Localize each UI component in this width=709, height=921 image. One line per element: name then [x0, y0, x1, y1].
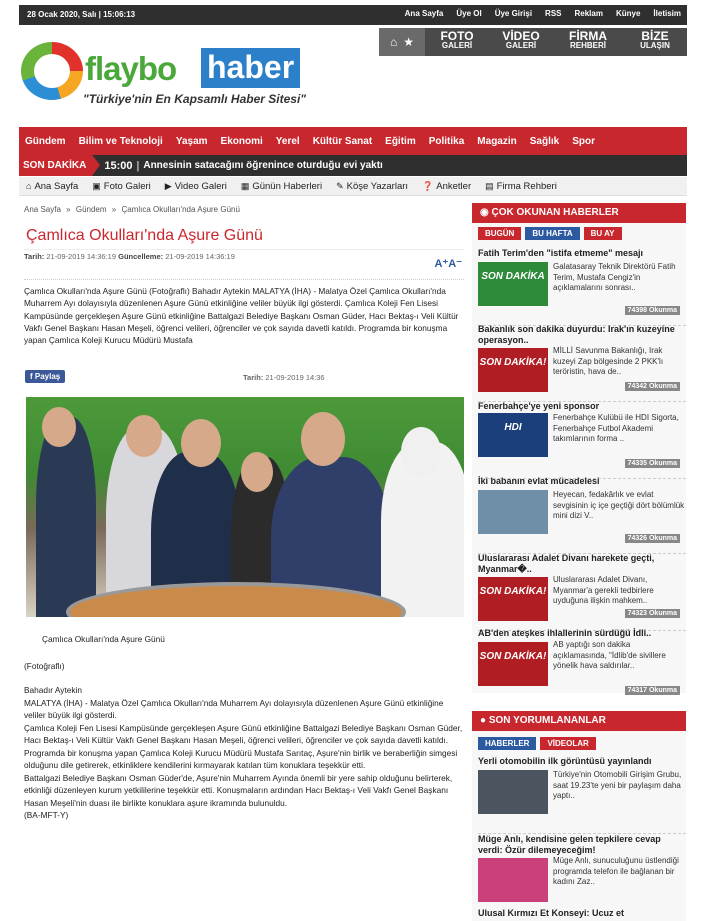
tab-news[interactable]: HABERLER [478, 737, 536, 750]
top-link-login[interactable]: Üye Girişi [494, 9, 533, 18]
photo-caption: Çamlıca Okulları'nda Aşure Günü [42, 634, 165, 644]
article-photo [26, 397, 464, 617]
body-paragraph: Programda bir konuşma yapan Çamlıca Koleji Kurucu Müdürü Mustafa Sarıtaç, Aşure'nin birlik ve beraberliğin simgesi olduğunu dile getirerek, etkinliklere kendilerini kırmayarak katılan tüm konuklara teşekkür etti. [24, 747, 458, 770]
subnav-polls-label: Anketler [436, 180, 472, 192]
breadcrumb-category[interactable]: Gündem [75, 205, 107, 214]
quick-nav [379, 28, 687, 56]
most-read-desc: MİLLİ Savunma Bakanlığı, Irak kuzeyi Zap bölgesinde 2 PKK'lı teröristin, hava de.. [553, 346, 664, 376]
home-icon[interactable]: ⌂ [389, 35, 398, 49]
body-paragraph: Bahadır Aytekin [24, 685, 82, 695]
breadcrumb [24, 205, 464, 214]
meta-update-label: Güncelleme: [118, 252, 164, 261]
quick-video-big: VİDEO [502, 29, 540, 43]
site-logo[interactable] [21, 40, 321, 120]
home-icon: ⌂ [26, 181, 32, 191]
comment-item-title: Müge Anlı, kendisine gelen tepkilere cevap verdi: Özür dilemeyeceğim! [478, 834, 661, 855]
share-label: Paylaş [34, 372, 61, 381]
quick-contact[interactable] [623, 28, 687, 56]
most-read-desc: Fenerbahçe Kulübü ile HDI Sigorta, Fenerbahçe Futbol Akademi takımlarının forma .. [553, 413, 679, 443]
most-read-thumb: SON DAKİKA [478, 262, 548, 306]
comments-header [472, 711, 686, 731]
nav-item-culture[interactable]: Kültür Sanat [312, 135, 373, 147]
comments-title: SON YORUMLANANLAR [488, 715, 606, 726]
post-date-label: Tarih: [243, 373, 264, 382]
tab-this-week[interactable]: BU HAFTA [525, 227, 579, 240]
star-icon[interactable]: ★ [403, 35, 414, 49]
most-read-title: Uluslararası Adalet Divanı harekete geçti, Myanmar�.. [478, 553, 655, 574]
tab-this-month[interactable]: BU AY [584, 227, 622, 240]
comment-item[interactable] [478, 908, 686, 921]
most-read-desc: Uluslararası Adalet Divanı, Myanmar'a gerekli tedbirlere uyduğuna ilişkin mahkem.. [553, 575, 654, 605]
most-read-tabs [478, 227, 622, 240]
nav-item-sport[interactable]: Spor [572, 135, 595, 147]
article-title: Çamlıca Okulları'nda Aşure Günü [26, 227, 263, 244]
most-read-thumb [478, 490, 548, 534]
breadcrumb-home[interactable]: Ana Sayfa [24, 205, 61, 214]
article-body [24, 633, 464, 822]
comment-item-thumb [478, 770, 548, 814]
nav-item-local[interactable]: Yerel [275, 135, 300, 147]
comment-item-desc: Türkiye'nin Otomobili Girişim Grubu, saat 19.23'te yeni bir paylaşım daha yaptı.. [553, 770, 682, 800]
subnav-company-label: Firma Rehberi [496, 180, 557, 192]
quick-video-small: GALERİ [505, 41, 537, 50]
nav-item-education[interactable]: Eğitim [385, 135, 416, 147]
tab-videos[interactable]: VİDEOLAR [540, 737, 595, 750]
subnav-daily-label: Günün Haberleri [252, 180, 323, 192]
photo-icon: ▣ [92, 180, 101, 191]
top-link-imprint[interactable]: Künye [615, 9, 641, 18]
quick-photo-gallery[interactable] [425, 28, 489, 56]
most-read-item[interactable] [478, 401, 686, 479]
comment-item-thumb [478, 858, 548, 902]
most-read-item[interactable] [478, 628, 686, 706]
breaking-label: SON DAKİKA [19, 155, 92, 176]
most-read-thumb: SON DAKİKA! [478, 642, 548, 686]
read-count: 74335 Okunma [625, 459, 680, 468]
building-icon: ▤ [485, 180, 494, 191]
subnav-daily-news[interactable] [241, 181, 322, 192]
breaking-separator: | [136, 159, 140, 172]
current-date: 28 Ocak 2020, Salı | 15:06:13 [27, 10, 136, 19]
post-date-value: 21-09-2019 14:36 [265, 373, 325, 382]
logo-globe-icon [21, 42, 83, 100]
meta-update: 21-09-2019 14:36:19 [165, 252, 235, 261]
most-read-item[interactable] [478, 553, 686, 631]
main-nav [19, 127, 687, 155]
font-size-controls[interactable]: A⁺A⁻ [434, 258, 462, 270]
nav-item-health[interactable]: Sağlık [529, 135, 560, 147]
most-read-item[interactable] [478, 476, 686, 554]
subnav-photo-gallery[interactable] [92, 181, 151, 192]
post-date [243, 373, 325, 382]
quick-company-guide[interactable] [553, 28, 623, 56]
body-paragraph: (Fotoğraflı) [24, 660, 65, 671]
article [24, 205, 464, 820]
most-read-thumb: SON DAKİKA! [478, 348, 548, 392]
nav-item-science[interactable]: Bilim ve Teknoloji [78, 135, 163, 147]
read-count: 74342 Okunma [625, 382, 680, 391]
quick-company-small: REHBERİ [569, 41, 606, 50]
quick-contact-big: BİZE [641, 29, 669, 43]
nav-item-magazine[interactable]: Magazin [477, 135, 517, 147]
comment-item[interactable] [478, 834, 686, 912]
read-count: 74326 Okunma [625, 534, 680, 543]
most-read-desc: Heyecan, fedakârlık ve evlat sevgisinin iç içe geçtiği dört bölümlük mini dizi V.. [553, 490, 685, 520]
quick-photo-small: GALERİ [441, 41, 473, 50]
comment-icon: ● [480, 715, 489, 726]
subnav-columnists[interactable] [336, 181, 408, 192]
comment-item[interactable] [478, 756, 686, 834]
read-count: 74398 Okunma [625, 306, 680, 315]
comments-tabs [478, 737, 596, 750]
video-icon: ▶ [164, 180, 172, 191]
most-read-item[interactable] [478, 248, 686, 326]
most-read-item[interactable] [478, 324, 686, 402]
site-slogan: "Türkiye'nin En Kapsamlı Haber Sitesi" [83, 92, 306, 106]
nav-item-life[interactable]: Yaşam [175, 135, 208, 147]
quick-video-gallery[interactable] [489, 28, 553, 56]
most-read-title: Fenerbahçe'ye yeni sponsor [478, 401, 600, 411]
subnav-video-label: Video Galeri [174, 180, 227, 192]
logo-text-haber: haber [201, 48, 300, 88]
sub-nav [19, 177, 687, 196]
article-meta [24, 249, 464, 261]
breadcrumb-separator: » [111, 205, 117, 214]
subnav-company-guide[interactable] [485, 181, 557, 192]
quick-company-big: FİRMA [569, 29, 607, 43]
subnav-photo-label: Foto Galeri [103, 180, 151, 192]
most-read-title: AB'den ateşkes ihlallerinin sürdüğü İdli.. [478, 628, 652, 638]
most-read-desc: Galatasaray Teknik Direktörü Fatih Terim, Mustafa Cengiz'in açıklamalarını sonrası.. [553, 262, 676, 292]
most-read-thumb: HDI [478, 413, 548, 457]
quick-photo-big: FOTO [440, 29, 474, 43]
share-bar [24, 370, 464, 386]
breadcrumb-separator: » [66, 205, 71, 214]
most-read-desc: AB yaptığı son dakika açıklamasında, "İdlib'de sivillere yönelik hava saldırılar.. [553, 640, 666, 670]
most-read-title: İki babanın evlat mücadelesi [478, 476, 600, 486]
tab-today[interactable]: BUGÜN [478, 227, 521, 240]
top-link-register[interactable]: Üye Ol [456, 9, 482, 18]
quick-icons [379, 28, 425, 56]
body-paragraph: Çamlıca Koleji Fen Lisesi Kampüsünde gerçekleşen Aşure Günü etkinliğine Battalgazi Belediye Başkanı Osman Güder, Hacı Bektaş-ı Veli Kültür Vakfı Genel Başkanı Hasan Meşeli, öğrenci velileri, öğrenciler ve çok sayıda davetli katıldı. [24, 722, 463, 745]
most-read-title: Bakanlık son dakika duyurdu: Irak'ın kuzeyine operasyon.. [478, 324, 675, 345]
meta-date-label: Tarih: [24, 252, 45, 261]
most-read-title: Fatih Terim'den "istifa etmeme" mesajı [478, 248, 644, 258]
body-paragraph: (BA-MFT-Y) [24, 810, 69, 820]
comment-item-desc: Müge Anlı, sunuculuğunu üstlendiği programda telefon ile bağlanan bir kadını Zaz.. [553, 856, 679, 886]
breaking-news-bar [19, 155, 687, 176]
nav-item-economy[interactable]: Ekonomi [220, 135, 263, 147]
pen-icon: ✎ [336, 180, 344, 191]
read-count: 74317 Okunma [625, 686, 680, 695]
most-read-title: ÇOK OKUNAN HABERLER [491, 207, 619, 218]
top-bar [19, 5, 687, 25]
question-icon: ❓ [422, 180, 434, 191]
top-link-contact[interactable]: İletisim [653, 9, 681, 18]
most-read-header [472, 203, 686, 223]
body-paragraph: MALATYA (İHA) - Malatya Özel Çamlıca Okulları'nda Muharrem Ayı dolayısıyla düzenlenen Aşure Günü etkinliğine veliler büyük ilgi gösterdi. [24, 697, 444, 720]
breaking-time: 15:00 [104, 159, 133, 172]
top-link-ads[interactable]: Reklam [574, 9, 603, 18]
calendar-icon: ▦ [240, 180, 250, 191]
subnav-home[interactable] [26, 181, 78, 192]
comment-item-title: Yerli otomobilin ilk görüntüsü yayınlandı [478, 756, 652, 766]
breadcrumb-current[interactable]: Çamlıca Okulları'nda Aşure Günü [121, 205, 240, 214]
top-links [405, 9, 681, 18]
subnav-columnists-label: Köşe Yazarları [346, 180, 409, 192]
breaking-headline[interactable]: Annesinin satacağını öğrenince oturduğu evi yaktı [143, 160, 383, 171]
facebook-share-button[interactable] [25, 370, 65, 383]
subnav-home-label: Ana Sayfa [34, 180, 79, 192]
breaking-arrow-icon [92, 155, 100, 176]
top-link-rss[interactable]: RSS [545, 9, 562, 18]
quick-contact-small: ULAŞIN [640, 41, 670, 50]
subnav-video-gallery[interactable] [165, 181, 227, 192]
body-paragraph: Battalgazi Belediye Başkanı Osman Güder'de, Aşure'nin Muharrem Ayında önemli bir yere sahip olduğunu belirterek, etkinliği düzenleyen kurum yetkililerine teşekkür etti. Konuşmaların ardından Hacı Bektaş-ı Veli Vakfı Genel Başkanı Hasan Meşeli'nin duası ile birlikte konuklara aşure ikramında bulunuldu. [24, 772, 453, 808]
nav-item-politics[interactable]: Politika [428, 135, 465, 147]
top-link-home[interactable]: Ana Sayfa [404, 9, 444, 18]
read-count: 74323 Okunma [625, 609, 680, 618]
logo-text-flaybo: flaybo [85, 50, 177, 87]
nav-item-gundem[interactable]: Gündem [25, 135, 66, 147]
article-lead: Çamlıca Okulları'nda Aşure Günü (Fotoğraflı) Bahadır Aytekin MALATYA (İHA) - Malatya Özel Çamlıca Okulları'nda Muharrem Ayı dolayısıyla düzenlenen Aşure Günü etkinliğine veliler büyük ilgi gösterdi. Çamlıca Koleji Fen Lisesi Kampüsünde gerçekleşen Aşure Günü etkinliğine Battalgazi Belediye Başkanı Osman Güder, Hacı Bektaş-ı Veli Kültür Vakfı Genel Başkanı Hasan Meşeli, öğrenci velileri, öğrenciler ve çok sayıda davetli katıldı. Programda bir konuşma yapan Çamlıca Koleji Kurucu Müdürü Mustafa [24, 279, 464, 346]
most-read-thumb: SON DAKİKA! [478, 577, 548, 621]
eye-icon: ◉ [480, 207, 492, 218]
facebook-icon: f [30, 372, 35, 381]
comment-item-title: Ulusal Kırmızı Et Konseyi: Ucuz et [478, 908, 625, 918]
meta-date: 21-09-2019 14:36:19 [46, 252, 117, 261]
subnav-polls[interactable] [422, 181, 471, 192]
